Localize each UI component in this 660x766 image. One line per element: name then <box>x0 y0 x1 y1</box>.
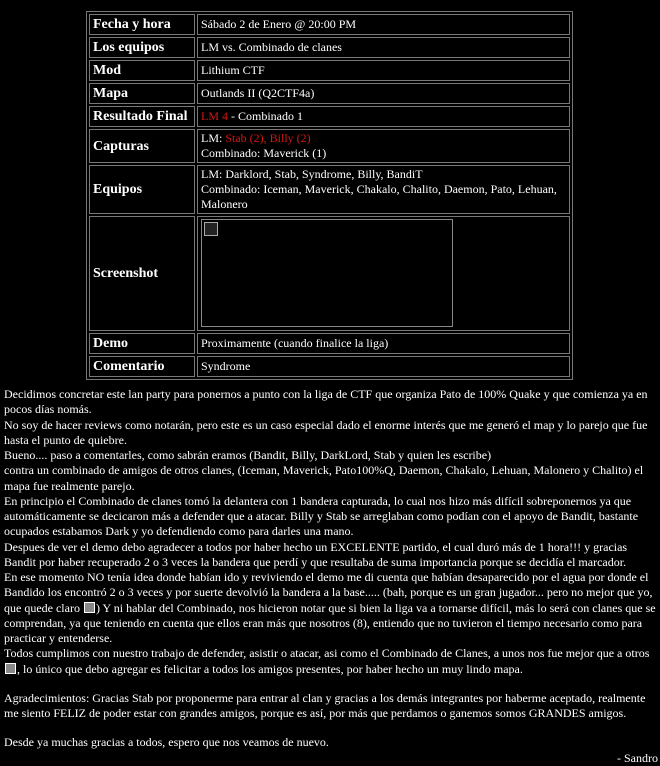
mod-label: Mod <box>89 60 195 81</box>
capturas-label: Capturas <box>89 129 195 163</box>
row-resultado <box>89 106 570 127</box>
article-p10: Desde ya muchas gracias a todos, espero que nos veamos de nuevo. <box>4 735 329 750</box>
fecha-label: Fecha y hora <box>89 14 195 35</box>
article-p6: Despues de ver el demo debo agradecer a todos por haber hecho un EXCELENTE partido, el cual duró más de 1 hora!!! y gracias Bandit por haber recuperado 2 o 3 veces la bandera que perdí y que resultaba de suma importancia porque se decidía el marcador. <box>4 539 628 569</box>
capturas-billy: Billy (2) <box>269 131 311 145</box>
row-equipos-detalle <box>89 165 570 214</box>
match-info-table <box>86 11 573 380</box>
equipos-value: LM vs. Combinado de clanes <box>197 37 570 58</box>
capturas-stab: Stab (2) <box>225 131 264 145</box>
row-comentario <box>89 356 570 377</box>
screenshot-cell <box>197 216 570 331</box>
equipos2-lm: LM: Darklord, Stab, Syndrome, Billy, BandiT <box>201 167 423 181</box>
capturas-lm-prefix: LM: <box>201 131 226 145</box>
article-p3: Bueno.... paso a comentarles, como sabrán eramos (Bandit, Billy, DarkLord, Stab y quien les escribe) <box>4 448 492 462</box>
equipos-label: Los equipos <box>89 37 195 58</box>
signature: - Sandro <box>617 750 658 765</box>
row-mapa <box>89 83 570 104</box>
smiley-icon <box>84 602 95 613</box>
row-screenshot <box>89 216 570 331</box>
article-p8a: Todos cumplimos con nuestro trabajo de defender, asistir o atacar, asi como el Combinado de Clanes, a unos nos fue mejor que a otros <box>4 646 650 661</box>
smiley-icon <box>5 663 16 674</box>
capturas-sep: , <box>263 131 270 145</box>
resultado-value <box>197 106 570 127</box>
row-mod <box>89 60 570 81</box>
spacer <box>4 677 658 691</box>
row-fecha <box>89 14 570 35</box>
screenshot-image[interactable] <box>201 219 453 327</box>
resultado-label: Resultado Final <box>89 106 195 127</box>
row-equipos <box>89 37 570 58</box>
article-p2: No soy de hacer reviews como notarán, pero este es un caso especial dado el enorme interés que me generó el map y lo parejo que fue hasta el punto de quiebre. <box>4 417 648 447</box>
article-p8b: , lo único que debo agregar es felicitar a todos los amigos presentes, por haber hecho un muy lindo mapa. <box>17 661 523 676</box>
resultado-rest: - Combinado 1 <box>228 109 303 123</box>
mapa-label: Mapa <box>89 83 195 104</box>
demo-value: Proximamente (cuando finalice la liga) <box>197 333 570 354</box>
article-p7a: En ese momento NO tenía idea donde habían ido y reviviendo el demo me di cuenta que habían desaparecido por el agua por donde el Bandido los encontró 2 o 3 veces y por suerte devolvió la bandera a la base..... (bah, porque es un gran jugador... pero no mejor que yo, que quede claro <box>4 570 653 615</box>
mod-value: Lithium CTF <box>197 60 570 81</box>
article-p7 <box>4 570 658 646</box>
resultado-lm: LM 4 <box>201 109 228 123</box>
article-p8 <box>4 646 658 677</box>
capturas-combinado: Combinado: Maverick (1) <box>201 146 327 160</box>
mapa-value: Outlands II (Q2CTF4a) <box>197 83 570 104</box>
article-p7b: ) Y ni hablar del Combinado, nos hicieron notar que si bien la liga va a tornarse difícil, más lo será con clanes que se comprendan, ya que teniendo en cuenta que ellos eran más que nosotros (8), entiendo que no tuvieron el tiempo necesario como para practicar y entenderse. <box>4 600 656 645</box>
equipos2-combinado: Combinado: Iceman, Maverick, Chakalo, Chalito, Daemon, Pato, Lehuan, Malonero <box>201 182 557 211</box>
comentario-value: Syndrome <box>197 356 570 377</box>
equipos2-label: Equipos <box>89 165 195 214</box>
row-demo <box>89 333 570 354</box>
article-p9: Agradecimientos: Gracias Stab por proponerme para entrar al clan y gracias a los demás integrantes por haberme aceptado, realmente me siento FELIZ de poder estar con grandes amigos, porque es así, por más que perdamos o ganemos somos GRANDES amigos. <box>4 690 646 720</box>
demo-label: Demo <box>89 333 195 354</box>
review-article <box>4 387 658 766</box>
comentario-label: Comentario <box>89 356 195 377</box>
article-p4: contra un combinado de amigos de otros clanes, (Iceman, Maverick, Pato100%Q, Daemon, Chakalo, Lehuan, Malonero y Chalito) el mapa fue realmente parejo. <box>4 463 644 493</box>
spacer <box>4 721 658 735</box>
article-p5: En principio el Combinado de clanes tomó la delantera con 1 bandera capturada, lo cual nos hizo más difícil sobreponernos ya que automáticamente se decicaron más a defender que a atacar. Billy y Stab se arreglaban como podían con el apoyo de Bandit, bastante ocupados estabamos Dark y yo defendiendo como para darles una mano. <box>4 493 639 539</box>
equipos2-value <box>197 165 570 214</box>
article-p1: Decidimos concretar este lan party para ponernos a punto con la liga de CTF que organiza Pato de 100% Quake y que comienza ya en pocos días nomás. <box>4 387 648 417</box>
screenshot-label: Screenshot <box>89 216 195 331</box>
capturas-value <box>197 129 570 163</box>
broken-image-icon <box>204 222 218 236</box>
row-capturas <box>89 129 570 163</box>
fecha-value: Sábado 2 de Enero @ 20:00 PM <box>197 14 570 35</box>
